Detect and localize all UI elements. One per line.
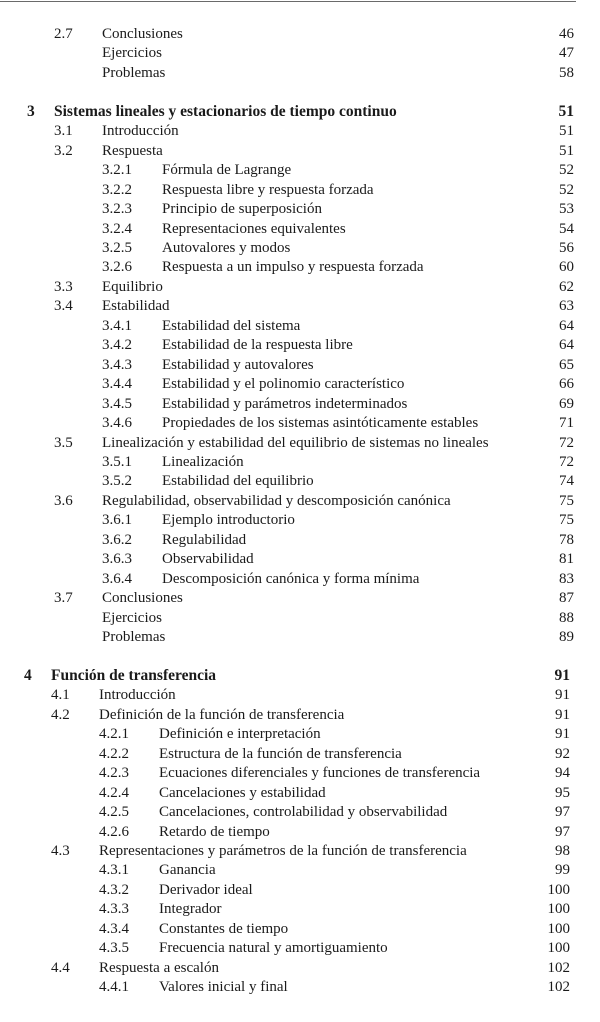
toc-entry-subsection: [0, 355, 600, 375]
entry-page-number: 52: [559, 162, 574, 179]
toc-entry-section: [0, 491, 600, 511]
entry-title: Representaciones equivalentes: [162, 220, 346, 237]
entry-title: Respuesta: [102, 142, 163, 159]
entry-page-number: 51: [559, 123, 574, 140]
entry-title: Descomposición canónica y forma mínima: [162, 570, 420, 587]
entry-number: 3.4.3: [102, 356, 132, 373]
entry-number: 4.3: [51, 843, 70, 859]
entry-page-number: 74: [559, 473, 574, 490]
toc-entry-subsection: [0, 160, 600, 180]
entry-title: Sistemas lineales y estacionarios de tiempo continuo: [54, 102, 397, 120]
entry-number: 4.2.3: [99, 765, 129, 782]
entry-title: Frecuencia natural y amortiguamiento: [159, 940, 388, 957]
entry-page-number: 58: [559, 64, 574, 81]
entry-number: 3.5.1: [102, 453, 132, 470]
entry-page-number: 81: [559, 551, 574, 568]
entry-title: Regulabilidad: [162, 531, 247, 548]
entry-title: Estabilidad del equilibrio: [162, 473, 314, 490]
entry-page-number: 56: [559, 240, 574, 256]
entry-number: 3.2.2: [102, 181, 132, 198]
entry-page-number: 99: [555, 862, 570, 879]
entry-number: 3.2.5: [102, 240, 132, 256]
entry-number: 3.6.2: [102, 531, 132, 548]
toc-entry-subsection: [0, 510, 600, 530]
entry-page-number: 47: [559, 45, 574, 62]
entry-page-number: 89: [559, 629, 574, 645]
toc-entry-subsection: [0, 413, 600, 433]
toc-entry-section: [0, 608, 600, 628]
toc-entry-subsection: [0, 938, 600, 958]
entry-number: 3.2.6: [102, 259, 132, 276]
entry-title: Equilibrio: [102, 278, 163, 295]
entry-number: 3.6.4: [102, 570, 132, 587]
entry-title: Conclusiones: [102, 26, 183, 42]
entry-number: 3.3: [54, 278, 73, 295]
entry-number: 3.4: [54, 298, 73, 315]
entry-title: Cancelaciones y estabilidad: [159, 784, 326, 801]
entry-number: 4.3.3: [99, 901, 129, 918]
entry-title: Respuesta a escalón: [99, 959, 219, 976]
entry-page-number: 100: [547, 881, 570, 898]
entry-page-number: 63: [559, 298, 574, 315]
toc-entry-section: [0, 841, 600, 861]
entry-page-number: 71: [559, 415, 574, 432]
entry-number: 4.3.5: [99, 940, 129, 957]
entry-page-number: 64: [559, 317, 574, 334]
entry-title: Constantes de tiempo: [159, 920, 289, 937]
entry-number: 3.2: [54, 142, 73, 159]
entry-title: Linealización: [162, 453, 244, 470]
entry-title: Estabilidad y autovalores: [162, 356, 314, 373]
entry-title: Definición de la función de transferencia: [99, 706, 345, 723]
entry-title: Introducción: [102, 123, 179, 140]
entry-page-number: 91: [554, 666, 570, 684]
entry-number: 3.2.4: [102, 220, 132, 237]
entry-title: Respuesta libre y respuesta forzada: [162, 181, 374, 198]
entry-page-number: 91: [555, 706, 570, 723]
entry-title: Linealización y estabilidad del equilibrio de sistemas no lineales: [102, 434, 489, 451]
entry-page-number: 60: [559, 259, 574, 276]
entry-title: Introducción: [99, 687, 176, 704]
toc-entry-subsection: [0, 880, 600, 900]
entry-number: 4.3.2: [99, 881, 129, 898]
toc-entry-section: [0, 588, 600, 608]
entry-title: Derivador ideal: [159, 881, 253, 898]
entry-page-number: 98: [555, 843, 570, 859]
entry-page-number: 100: [547, 901, 570, 918]
toc-entry-section: [0, 43, 600, 63]
entry-number: 3.6.3: [102, 551, 132, 568]
entry-page-number: 100: [547, 940, 570, 957]
entry-page-number: 52: [559, 181, 574, 198]
entry-title: Estabilidad del sistema: [162, 317, 301, 334]
entry-title: Ecuaciones diferenciales y funciones de transferencia: [159, 765, 481, 782]
entry-page-number: 66: [559, 376, 574, 393]
entry-number: 4.2.2: [99, 745, 129, 762]
entry-number: 3.6.1: [102, 512, 132, 529]
entry-title: Ejercicios: [102, 609, 162, 626]
entry-page-number: 88: [559, 609, 574, 626]
entry-page-number: 65: [559, 356, 574, 373]
entry-page-number: 72: [559, 453, 574, 470]
entry-page-number: 91: [555, 726, 570, 743]
entry-number: 4.2.4: [99, 784, 129, 801]
toc-entry-chapter: [0, 102, 600, 122]
toc-entry-section: [0, 24, 600, 44]
toc-entry-section: [0, 433, 600, 453]
toc-entry-subsection: [0, 860, 600, 880]
toc-entry-subsection: [0, 219, 600, 239]
entry-page-number: 102: [547, 979, 570, 996]
toc-entry-subsection: [0, 471, 600, 491]
entry-page-number: 53: [559, 201, 574, 218]
entry-page-number: 87: [559, 590, 574, 607]
entry-title: Estabilidad y el polinomio característico: [162, 376, 405, 393]
toc-entry-subsection: [0, 977, 600, 997]
toc-entry-section: [0, 141, 600, 161]
entry-page-number: 83: [559, 570, 574, 587]
entry-number: 4.4.1: [99, 979, 129, 996]
entry-page-number: 75: [559, 492, 574, 509]
entry-page-number: 97: [555, 804, 570, 821]
toc-entry-subsection: [0, 802, 600, 822]
entry-page-number: 100: [547, 920, 570, 937]
toc-entry-chapter: [0, 666, 600, 686]
toc-entry-subsection: [0, 724, 600, 744]
toc-entry-subsection: [0, 763, 600, 783]
entry-number: 4.3.1: [99, 862, 129, 879]
entry-page-number: 94: [555, 765, 570, 782]
toc-entry-subsection: [0, 452, 600, 472]
entry-number: 3.4.6: [102, 415, 132, 432]
toc-entry-subsection: [0, 569, 600, 589]
entry-title: Propiedades de los sistemas asintóticamente estables: [162, 415, 479, 432]
entry-number: 3.4.1: [102, 317, 132, 334]
entry-number: 4.1: [51, 687, 70, 704]
toc-entry-section: [0, 121, 600, 141]
entry-number: 3.5.2: [102, 473, 132, 490]
toc-entry-subsection: [0, 530, 600, 550]
entry-title: Conclusiones: [102, 590, 183, 607]
toc-entry-subsection: [0, 374, 600, 394]
entry-number: 3.4.2: [102, 337, 132, 354]
entry-title: Autovalores y modos: [162, 240, 291, 256]
entry-title: Estabilidad y parámetros indeterminados: [162, 395, 408, 412]
entry-page-number: 64: [559, 337, 574, 354]
toc-entry-subsection: [0, 744, 600, 764]
entry-page-number: 51: [558, 102, 574, 120]
entry-number: 4.2.6: [99, 823, 129, 840]
entry-title: Integrador: [159, 901, 222, 918]
toc-entry-subsection: [0, 180, 600, 200]
toc-entry-subsection: [0, 257, 600, 277]
entry-number: 4: [24, 666, 32, 684]
entry-number: 4.2.5: [99, 804, 129, 821]
entry-number: 3: [27, 102, 35, 120]
toc-entry-subsection: [0, 394, 600, 414]
entry-title: Ganancia: [159, 862, 216, 879]
entry-page-number: 46: [559, 26, 574, 42]
entry-title: Función de transferencia: [51, 666, 217, 684]
toc-entry-subsection: [0, 783, 600, 803]
entry-title: Definición e interpretación: [159, 726, 321, 743]
entry-title: Regulabilidad, observabilidad y descomposición canónica: [102, 492, 451, 509]
entry-number: 4.4: [51, 959, 70, 976]
entry-page-number: 97: [555, 823, 570, 840]
entry-title: Representaciones y parámetros de la función de transferencia: [99, 843, 467, 859]
toc-entry-subsection: [0, 238, 600, 258]
toc-entry-section: [0, 958, 600, 978]
entry-number: 3.2.1: [102, 162, 132, 179]
entry-page-number: 95: [555, 784, 570, 801]
toc-entry-section: [0, 277, 600, 297]
toc-entry-subsection: [0, 919, 600, 939]
toc-entry-subsection: [0, 199, 600, 219]
entry-title: Observabilidad: [162, 551, 254, 568]
toc-entry-subsection: [0, 335, 600, 355]
entry-title: Ejercicios: [102, 45, 162, 62]
toc-entry-subsection: [0, 822, 600, 842]
entry-number: 3.2.3: [102, 201, 132, 218]
entry-title: Retardo de tiempo: [159, 823, 270, 840]
entry-page-number: 91: [555, 687, 570, 704]
entry-number: 4.2.1: [99, 726, 129, 743]
entry-title: Problemas: [102, 629, 166, 645]
toc-entry-subsection: [0, 899, 600, 919]
entry-number: 3.4.5: [102, 395, 132, 412]
entry-number: 4.3.4: [99, 920, 129, 937]
entry-page-number: 69: [559, 395, 574, 412]
entry-title: Estabilidad de la respuesta libre: [162, 337, 353, 354]
toc-entry-section: [0, 296, 600, 316]
toc-entry-subsection: [0, 549, 600, 569]
entry-page-number: 54: [559, 220, 574, 237]
entry-page-number: 72: [559, 434, 574, 451]
toc-entry-section: [0, 705, 600, 725]
entry-page-number: 51: [559, 142, 574, 159]
entry-number: 4.2: [51, 706, 70, 723]
entry-page-number: 75: [559, 512, 574, 529]
toc-entry-subsection: [0, 316, 600, 336]
entry-number: 2.7: [54, 26, 73, 42]
entry-page-number: 92: [555, 745, 570, 762]
entry-number: 3.6: [54, 492, 73, 509]
entry-title: Fórmula de Lagrange: [162, 162, 292, 179]
entry-number: 3.7: [54, 590, 73, 607]
entry-page-number: 62: [559, 278, 574, 295]
entry-title: Estructura de la función de transferencia: [159, 745, 402, 762]
entry-number: 3.4.4: [102, 376, 132, 393]
entry-page-number: 78: [559, 531, 574, 548]
toc-entry-section: [0, 627, 600, 647]
entry-title: Problemas: [102, 64, 166, 81]
toc-entry-section: [0, 63, 600, 83]
entry-number: 3.5: [54, 434, 73, 451]
entry-title: Estabilidad: [102, 298, 170, 315]
entry-title: Cancelaciones, controlabilidad y observabilidad: [159, 804, 448, 821]
entry-page-number: 102: [547, 959, 570, 976]
toc-entry-section: [0, 685, 600, 705]
entry-title: Valores inicial y final: [159, 979, 288, 996]
entry-title: Respuesta a un impulso y respuesta forzada: [162, 259, 424, 276]
entry-number: 3.1: [54, 123, 73, 140]
entry-title: Principio de superposición: [162, 201, 322, 218]
entry-title: Ejemplo introductorio: [162, 512, 295, 529]
